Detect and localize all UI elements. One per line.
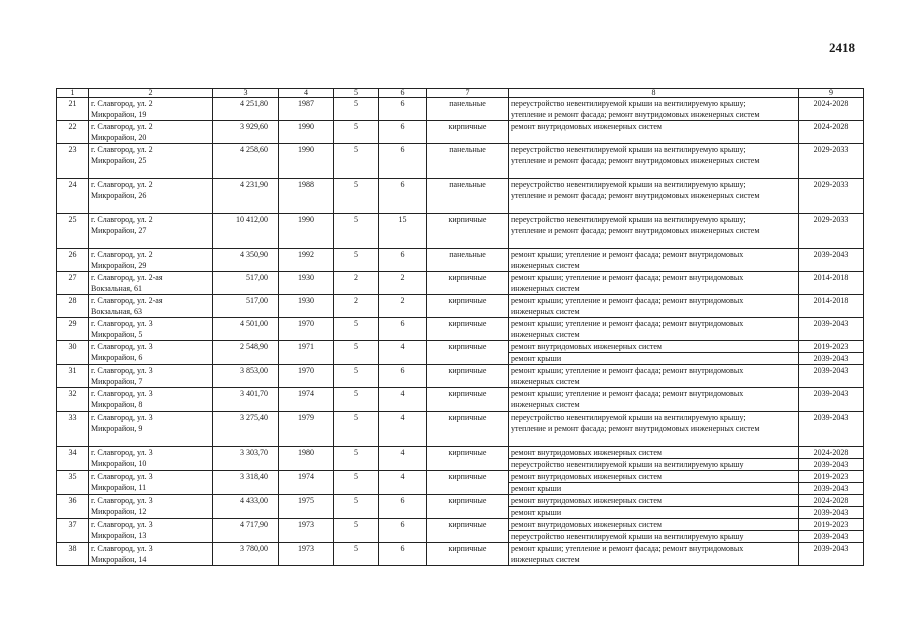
year-built: 1970 bbox=[279, 318, 334, 341]
year-built: 1990 bbox=[279, 214, 334, 249]
work-period: 2024-2028 bbox=[813, 496, 849, 505]
entrances-count: 15 bbox=[379, 214, 427, 249]
row-number: 25 bbox=[57, 214, 89, 249]
floors-count: 5 bbox=[334, 388, 379, 412]
address-cell bbox=[89, 214, 213, 249]
address-cell bbox=[89, 365, 213, 388]
total-area: 3 853,00 bbox=[213, 365, 279, 388]
address-cell bbox=[89, 388, 213, 412]
address-line-1: г. Славгород, ул. 2 bbox=[91, 250, 153, 259]
works-cell bbox=[509, 412, 799, 447]
works-cell bbox=[509, 471, 799, 495]
work-period: 2039-2043 bbox=[799, 352, 863, 364]
address-line-2: Микрорайон, 13 bbox=[91, 531, 147, 540]
address-line-1: г. Славгород, ул. 2-ая bbox=[91, 296, 163, 305]
works-cell bbox=[509, 365, 799, 388]
period-cell bbox=[799, 543, 864, 566]
table-row bbox=[57, 495, 864, 519]
work-item: ремонт крыши; утепление и ремонт фасада; ремонт внутридомовых bbox=[511, 319, 744, 328]
wall-material: панельные bbox=[427, 249, 509, 272]
works-cell bbox=[509, 214, 799, 249]
wall-material: кирпичные bbox=[427, 388, 509, 412]
period-cell bbox=[799, 98, 864, 121]
floors-count: 5 bbox=[334, 471, 379, 495]
year-built: 1930 bbox=[279, 272, 334, 295]
address-line-2: Микрорайон, 6 bbox=[91, 353, 143, 362]
column-header-4: 4 bbox=[279, 89, 334, 98]
wall-material: кирпичные bbox=[427, 272, 509, 295]
year-built: 1973 bbox=[279, 519, 334, 543]
floors-count: 5 bbox=[334, 447, 379, 471]
column-header-1: 1 bbox=[57, 89, 89, 98]
work-item: переустройство невентилируемой крыши на вентилируемую крышу; bbox=[511, 413, 746, 422]
wall-material: кирпичные bbox=[427, 447, 509, 471]
address-line-2: Микрорайон, 11 bbox=[91, 483, 147, 492]
address-cell bbox=[89, 121, 213, 144]
address-line-2: Микрорайон, 7 bbox=[91, 377, 143, 386]
work-period: 2039-2043 bbox=[799, 482, 863, 494]
floors-count: 5 bbox=[334, 144, 379, 179]
work-item: утепление и ремонт фасада; ремонт внутридомовых инженерных систем bbox=[511, 226, 760, 235]
address-cell bbox=[89, 341, 213, 365]
year-built: 1930 bbox=[279, 295, 334, 318]
address-line-1: г. Славгород, ул. 2 bbox=[91, 215, 153, 224]
work-item: инженерных систем bbox=[511, 400, 580, 409]
address-line-2: Микрорайон, 29 bbox=[91, 261, 147, 270]
period-cell bbox=[799, 365, 864, 388]
period-cell bbox=[799, 471, 864, 495]
work-period: 2014-2018 bbox=[813, 273, 849, 282]
entrances-count: 4 bbox=[379, 447, 427, 471]
work-item: переустройство невентилируемой крыши на вентилируемую крышу bbox=[509, 530, 798, 542]
address-cell bbox=[89, 447, 213, 471]
year-built: 1970 bbox=[279, 365, 334, 388]
works-cell bbox=[509, 179, 799, 214]
work-item: утепление и ремонт фасада; ремонт внутридомовых инженерных систем bbox=[511, 156, 760, 165]
address-cell bbox=[89, 412, 213, 447]
works-cell bbox=[509, 272, 799, 295]
address-cell bbox=[89, 543, 213, 566]
table-row bbox=[57, 447, 864, 471]
work-period: 2024-2028 bbox=[813, 122, 849, 131]
total-area: 4 501,00 bbox=[213, 318, 279, 341]
work-period: 2029-2033 bbox=[813, 145, 849, 154]
works-cell bbox=[509, 121, 799, 144]
row-number: 26 bbox=[57, 249, 89, 272]
row-number: 32 bbox=[57, 388, 89, 412]
work-period: 2039-2043 bbox=[799, 458, 863, 470]
table-row bbox=[57, 295, 864, 318]
work-item: переустройство невентилируемой крыши на вентилируемую крышу; bbox=[511, 180, 746, 189]
period-cell bbox=[799, 272, 864, 295]
table-row bbox=[57, 543, 864, 566]
work-item: ремонт крыши bbox=[509, 506, 798, 518]
entrances-count: 6 bbox=[379, 519, 427, 543]
column-header-9: 9 bbox=[799, 89, 864, 98]
period-cell bbox=[799, 412, 864, 447]
total-area: 4 350,90 bbox=[213, 249, 279, 272]
table-row bbox=[57, 121, 864, 144]
work-item: инженерных систем bbox=[511, 284, 580, 293]
work-period: 2019-2023 bbox=[813, 520, 849, 529]
floors-count: 5 bbox=[334, 341, 379, 365]
year-built: 1974 bbox=[279, 471, 334, 495]
entrances-count: 6 bbox=[379, 495, 427, 519]
total-area: 3 303,70 bbox=[213, 447, 279, 471]
total-area: 2 548,90 bbox=[213, 341, 279, 365]
table-row bbox=[57, 272, 864, 295]
work-item: утепление и ремонт фасада; ремонт внутридомовых инженерных систем bbox=[511, 110, 760, 119]
column-header-8: 8 bbox=[509, 89, 799, 98]
address-cell bbox=[89, 318, 213, 341]
address-line-2: Микрорайон, 26 bbox=[91, 191, 147, 200]
row-number: 37 bbox=[57, 519, 89, 543]
total-area: 4 717,90 bbox=[213, 519, 279, 543]
address-cell bbox=[89, 179, 213, 214]
row-number: 22 bbox=[57, 121, 89, 144]
total-area: 4 231,90 bbox=[213, 179, 279, 214]
address-line-1: г. Славгород, ул. 3 bbox=[91, 319, 153, 328]
address-line-1: г. Славгород, ул. 3 bbox=[91, 413, 153, 422]
address-line-1: г. Славгород, ул. 3 bbox=[91, 448, 153, 457]
address-line-1: г. Славгород, ул. 3 bbox=[91, 544, 153, 553]
address-cell bbox=[89, 98, 213, 121]
works-cell bbox=[509, 341, 799, 365]
work-item: ремонт крыши; утепление и ремонт фасада; ремонт внутридомовых bbox=[511, 544, 744, 553]
entrances-count: 6 bbox=[379, 121, 427, 144]
floors-count: 5 bbox=[334, 121, 379, 144]
address-line-2: Микрорайон, 8 bbox=[91, 400, 143, 409]
work-period: 2039-2043 bbox=[799, 506, 863, 518]
entrances-count: 4 bbox=[379, 341, 427, 365]
work-period: 2039-2043 bbox=[799, 530, 863, 542]
address-line-1: г. Славгород, ул. 3 bbox=[91, 342, 153, 351]
period-cell bbox=[799, 447, 864, 471]
work-item: переустройство невентилируемой крыши на вентилируемую крышу; bbox=[511, 215, 746, 224]
year-built: 1987 bbox=[279, 98, 334, 121]
table-row bbox=[57, 341, 864, 365]
floors-count: 5 bbox=[334, 179, 379, 214]
work-item: ремонт внутридомовых инженерных систем bbox=[511, 122, 662, 131]
work-item: ремонт крыши; утепление и ремонт фасада; ремонт внутридомовых bbox=[511, 366, 744, 375]
work-item: ремонт крыши bbox=[509, 352, 798, 364]
work-item: утепление и ремонт фасада; ремонт внутридомовых инженерных систем bbox=[511, 424, 760, 433]
address-line-2: Микрорайон, 5 bbox=[91, 330, 143, 339]
address-line-2: Микрорайон, 27 bbox=[91, 226, 147, 235]
table-row bbox=[57, 412, 864, 447]
work-item: ремонт внутридомовых инженерных систем bbox=[511, 520, 662, 529]
year-built: 1990 bbox=[279, 121, 334, 144]
entrances-count: 6 bbox=[379, 543, 427, 566]
work-item: переустройство невентилируемой крыши на вентилируемую крышу; bbox=[511, 99, 746, 108]
period-cell bbox=[799, 388, 864, 412]
address-line-1: г. Славгород, ул. 2 bbox=[91, 99, 153, 108]
column-header-3: 3 bbox=[213, 89, 279, 98]
floors-count: 5 bbox=[334, 98, 379, 121]
address-cell bbox=[89, 144, 213, 179]
address-cell bbox=[89, 295, 213, 318]
floors-count: 2 bbox=[334, 295, 379, 318]
works-cell bbox=[509, 447, 799, 471]
address-line-2: Микрорайон, 10 bbox=[91, 459, 147, 468]
column-header-2: 2 bbox=[89, 89, 213, 98]
work-item: ремонт крыши; утепление и ремонт фасада; ремонт внутридомовых bbox=[511, 296, 744, 305]
entrances-count: 4 bbox=[379, 412, 427, 447]
work-item: инженерных систем bbox=[511, 261, 580, 270]
period-cell bbox=[799, 519, 864, 543]
work-period: 2039-2043 bbox=[813, 319, 849, 328]
works-cell bbox=[509, 249, 799, 272]
works-cell bbox=[509, 144, 799, 179]
floors-count: 5 bbox=[334, 412, 379, 447]
housing-repair-table bbox=[56, 88, 864, 566]
entrances-count: 2 bbox=[379, 295, 427, 318]
address-line-2: Микрорайон, 25 bbox=[91, 156, 147, 165]
entrances-count: 2 bbox=[379, 272, 427, 295]
period-cell bbox=[799, 295, 864, 318]
table-row bbox=[57, 471, 864, 495]
address-line-2: Микрорайон, 19 bbox=[91, 110, 147, 119]
total-area: 10 412,00 bbox=[213, 214, 279, 249]
year-built: 1974 bbox=[279, 388, 334, 412]
work-item: переустройство невентилируемой крыши на вентилируемую крышу bbox=[509, 458, 798, 470]
works-cell bbox=[509, 543, 799, 566]
column-header-7: 7 bbox=[427, 89, 509, 98]
work-item: ремонт крыши bbox=[509, 482, 798, 494]
address-line-1: г. Славгород, ул. 3 bbox=[91, 520, 153, 529]
wall-material: кирпичные bbox=[427, 519, 509, 543]
entrances-count: 6 bbox=[379, 179, 427, 214]
work-item: инженерных систем bbox=[511, 307, 580, 316]
address-line-2: Вокзальная, 63 bbox=[91, 307, 143, 316]
address-line-2: Вокзальная, 61 bbox=[91, 284, 143, 293]
period-cell bbox=[799, 318, 864, 341]
year-built: 1973 bbox=[279, 543, 334, 566]
address-line-2: Микрорайон, 14 bbox=[91, 555, 147, 564]
table-row bbox=[57, 365, 864, 388]
table-row bbox=[57, 98, 864, 121]
works-cell bbox=[509, 388, 799, 412]
table-row bbox=[57, 318, 864, 341]
total-area: 3 318,40 bbox=[213, 471, 279, 495]
works-cell bbox=[509, 318, 799, 341]
work-item: переустройство невентилируемой крыши на вентилируемую крышу; bbox=[511, 145, 746, 154]
address-line-1: г. Славгород, ул. 3 bbox=[91, 496, 153, 505]
total-area: 4 251,80 bbox=[213, 98, 279, 121]
total-area: 517,00 bbox=[213, 295, 279, 318]
wall-material: кирпичные bbox=[427, 412, 509, 447]
total-area: 4 433,00 bbox=[213, 495, 279, 519]
work-period: 2039-2043 bbox=[813, 366, 849, 375]
address-line-1: г. Славгород, ул. 2 bbox=[91, 122, 153, 131]
floors-count: 5 bbox=[334, 543, 379, 566]
floors-count: 5 bbox=[334, 495, 379, 519]
row-number: 24 bbox=[57, 179, 89, 214]
wall-material: панельные bbox=[427, 179, 509, 214]
wall-material: кирпичные bbox=[427, 121, 509, 144]
total-area: 3 401,70 bbox=[213, 388, 279, 412]
wall-material: кирпичные bbox=[427, 495, 509, 519]
work-period: 2024-2028 bbox=[813, 448, 849, 457]
address-line-1: г. Славгород, ул. 3 bbox=[91, 366, 153, 375]
total-area: 3 780,00 bbox=[213, 543, 279, 566]
floors-count: 2 bbox=[334, 272, 379, 295]
work-period: 2039-2043 bbox=[813, 389, 849, 398]
wall-material: панельные bbox=[427, 144, 509, 179]
year-built: 1980 bbox=[279, 447, 334, 471]
wall-material: кирпичные bbox=[427, 318, 509, 341]
year-built: 1979 bbox=[279, 412, 334, 447]
wall-material: кирпичные bbox=[427, 471, 509, 495]
address-line-1: г. Славгород, ул. 2-ая bbox=[91, 273, 163, 282]
work-period: 2019-2023 bbox=[813, 472, 849, 481]
works-cell bbox=[509, 519, 799, 543]
address-line-2: Микрорайон, 20 bbox=[91, 133, 147, 142]
total-area: 3 929,60 bbox=[213, 121, 279, 144]
entrances-count: 4 bbox=[379, 471, 427, 495]
period-cell bbox=[799, 341, 864, 365]
row-number: 28 bbox=[57, 295, 89, 318]
entrances-count: 6 bbox=[379, 365, 427, 388]
address-line-2: Микрорайон, 12 bbox=[91, 507, 147, 516]
entrances-count: 6 bbox=[379, 318, 427, 341]
table-row bbox=[57, 179, 864, 214]
work-period: 2029-2033 bbox=[813, 215, 849, 224]
works-cell bbox=[509, 495, 799, 519]
period-cell bbox=[799, 214, 864, 249]
work-period: 2019-2023 bbox=[813, 342, 849, 351]
work-item: ремонт крыши; утепление и ремонт фасада; ремонт внутридомовых bbox=[511, 273, 744, 282]
entrances-count: 6 bbox=[379, 144, 427, 179]
address-line-1: г. Славгород, ул. 2 bbox=[91, 180, 153, 189]
row-number: 30 bbox=[57, 341, 89, 365]
work-item: ремонт внутридомовых инженерных систем bbox=[511, 342, 662, 351]
table-row bbox=[57, 214, 864, 249]
period-cell bbox=[799, 121, 864, 144]
table-row bbox=[57, 144, 864, 179]
wall-material: панельные bbox=[427, 98, 509, 121]
work-item: ремонт внутридомовых инженерных систем bbox=[511, 496, 662, 505]
work-item: ремонт крыши; утепление и ремонт фасада; ремонт внутридомовых bbox=[511, 250, 744, 259]
year-built: 1988 bbox=[279, 179, 334, 214]
period-cell bbox=[799, 179, 864, 214]
table-row bbox=[57, 519, 864, 543]
address-cell bbox=[89, 249, 213, 272]
work-period: 2029-2033 bbox=[813, 180, 849, 189]
work-period: 2039-2043 bbox=[813, 250, 849, 259]
wall-material: кирпичные bbox=[427, 543, 509, 566]
work-item: ремонт крыши; утепление и ремонт фасада; ремонт внутридомовых bbox=[511, 389, 744, 398]
wall-material: кирпичные bbox=[427, 214, 509, 249]
row-number: 34 bbox=[57, 447, 89, 471]
row-number: 36 bbox=[57, 495, 89, 519]
floors-count: 5 bbox=[334, 365, 379, 388]
address-cell bbox=[89, 519, 213, 543]
total-area: 4 258,60 bbox=[213, 144, 279, 179]
header-row bbox=[57, 89, 864, 98]
wall-material: кирпичные bbox=[427, 295, 509, 318]
work-period: 2014-2018 bbox=[813, 296, 849, 305]
column-header-5: 5 bbox=[334, 89, 379, 98]
address-cell bbox=[89, 495, 213, 519]
works-cell bbox=[509, 295, 799, 318]
row-number: 27 bbox=[57, 272, 89, 295]
work-item: инженерных систем bbox=[511, 377, 580, 386]
work-period: 2024-2028 bbox=[813, 99, 849, 108]
page-number: 2418 bbox=[829, 40, 855, 55]
address-cell bbox=[89, 471, 213, 495]
period-cell bbox=[799, 144, 864, 179]
year-built: 1975 bbox=[279, 495, 334, 519]
row-number: 29 bbox=[57, 318, 89, 341]
entrances-count: 4 bbox=[379, 388, 427, 412]
entrances-count: 6 bbox=[379, 249, 427, 272]
floors-count: 5 bbox=[334, 519, 379, 543]
work-period: 2039-2043 bbox=[813, 544, 849, 553]
address-line-1: г. Славгород, ул. 3 bbox=[91, 472, 153, 481]
floors-count: 5 bbox=[334, 318, 379, 341]
table-row bbox=[57, 249, 864, 272]
row-number: 31 bbox=[57, 365, 89, 388]
year-built: 1992 bbox=[279, 249, 334, 272]
work-item: инженерных систем bbox=[511, 330, 580, 339]
period-cell bbox=[799, 495, 864, 519]
row-number: 35 bbox=[57, 471, 89, 495]
total-area: 517,00 bbox=[213, 272, 279, 295]
floors-count: 5 bbox=[334, 249, 379, 272]
works-cell bbox=[509, 98, 799, 121]
year-built: 1971 bbox=[279, 341, 334, 365]
address-line-2: Микрорайон, 9 bbox=[91, 424, 143, 433]
work-item: инженерных систем bbox=[511, 555, 580, 564]
work-item: ремонт внутридомовых инженерных систем bbox=[511, 472, 662, 481]
total-area: 3 275,40 bbox=[213, 412, 279, 447]
row-number: 33 bbox=[57, 412, 89, 447]
row-number: 23 bbox=[57, 144, 89, 179]
work-period: 2039-2043 bbox=[813, 413, 849, 422]
address-line-1: г. Славгород, ул. 2 bbox=[91, 145, 153, 154]
work-item: утепление и ремонт фасада; ремонт внутридомовых инженерных систем bbox=[511, 191, 760, 200]
table-row bbox=[57, 388, 864, 412]
period-cell bbox=[799, 249, 864, 272]
address-line-1: г. Славгород, ул. 3 bbox=[91, 389, 153, 398]
wall-material: кирпичные bbox=[427, 341, 509, 365]
work-item: ремонт внутридомовых инженерных систем bbox=[511, 448, 662, 457]
year-built: 1990 bbox=[279, 144, 334, 179]
floors-count: 5 bbox=[334, 214, 379, 249]
entrances-count: 6 bbox=[379, 98, 427, 121]
row-number: 21 bbox=[57, 98, 89, 121]
column-header-6: 6 bbox=[379, 89, 427, 98]
wall-material: кирпичные bbox=[427, 365, 509, 388]
row-number: 38 bbox=[57, 543, 89, 566]
address-cell bbox=[89, 272, 213, 295]
